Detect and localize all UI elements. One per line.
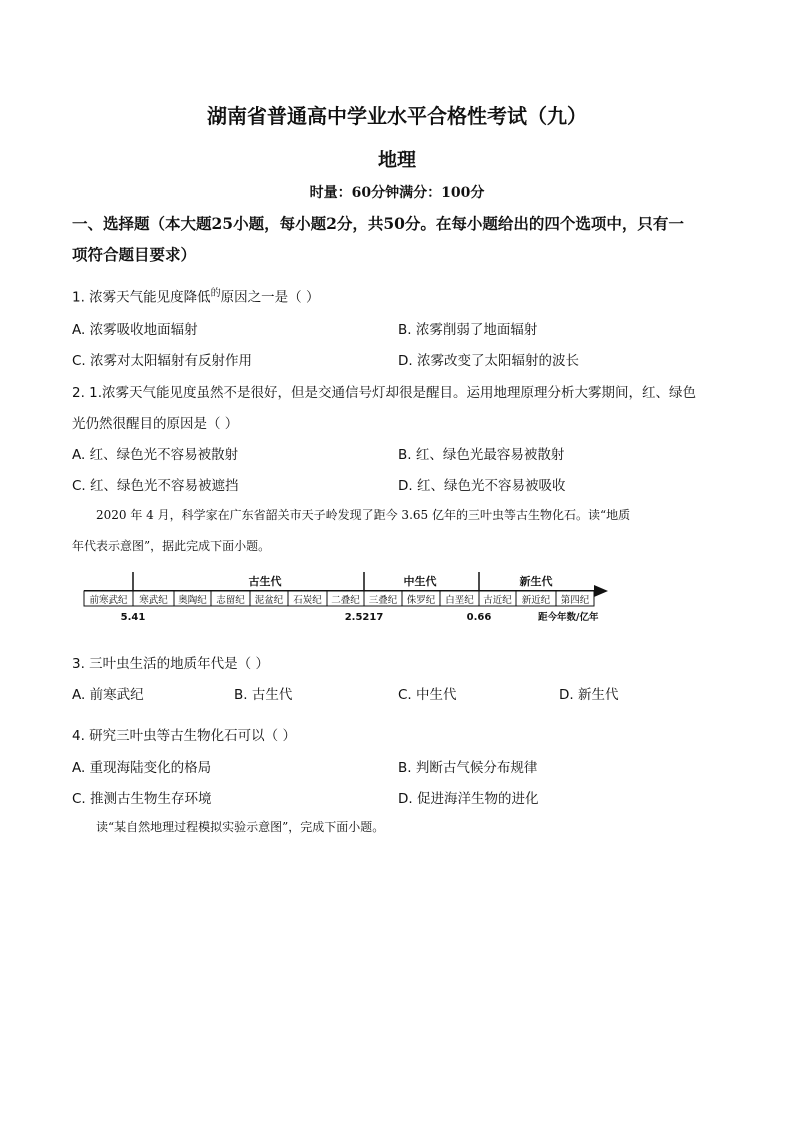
question-1-stem <box>72 284 319 306</box>
material-1-line2: 年代表示意图”，据此完成下面小题。 <box>72 539 271 553</box>
question-4-option-b: B. 判断古气候分布规律 <box>398 760 538 776</box>
question-2-option-d: D. 红、绿色光不容易被吸收 <box>398 478 566 494</box>
section-heading-line2: 项符合题目要求） <box>72 245 197 264</box>
question-4-stem: 4. 研究三叶虫等古生物化石可以（ ） <box>72 728 296 744</box>
question-2-option-c: C. 红、绿色光不容易被遮挡 <box>72 478 239 494</box>
question-1-option-c: C. 浓雾对太阳辐射有反射作用 <box>72 353 253 369</box>
period-label: 奥陶纪 <box>178 595 207 606</box>
time-info: 时量：60分钟满分：100分 <box>309 185 485 201</box>
period-label: 二叠纪 <box>331 595 360 606</box>
period-label: 古近纪 <box>483 595 512 606</box>
question-1-stem-mark: 的 <box>210 288 221 299</box>
period-label: 石炭纪 <box>293 595 322 606</box>
period-label: 三叠纪 <box>368 595 398 606</box>
period-label: 白垩纪 <box>445 595 474 606</box>
material-2-line1: 读“某自然地理过程模拟实验示意图”，完成下面小题。 <box>96 820 385 834</box>
question-1-stem-part2: 原因之一是（ ） <box>220 289 320 306</box>
question-2-stem-line1: 2. 1.浓雾天气能见度虽然不是很好，但是交通信号灯却很是醒目。运用地理原理分析大雾期间，红、绿色 <box>72 385 697 401</box>
question-3-option-a: A. 前寒武纪 <box>72 687 144 703</box>
question-1-option-d: D. 浓雾改变了太阳辐射的波长 <box>398 353 579 369</box>
age-label-541: 5.41 <box>120 612 146 623</box>
question-4-option-c: C. 推测古生物生存环境 <box>72 791 212 807</box>
geologic-timeline <box>70 564 620 630</box>
axis-unit-label: 距今年数/亿年 <box>538 612 599 623</box>
period-label: 志留纪 <box>216 595 245 606</box>
question-1-stem-part1: 1. 浓雾天气能见度降低 <box>72 289 211 306</box>
question-4-option-a: A. 重现海陆变化的格局 <box>72 760 212 776</box>
period-label: 侏罗纪 <box>406 595 436 606</box>
era-label-paleozoic: 古生代 <box>248 575 282 588</box>
material-1-line1: 2020 年 4 月，科学家在广东省韶关市天子岭发现了距今 3.65 亿年的三叶虫等古生物化石。读“地质 <box>96 508 631 522</box>
question-1-option-a: A. 浓雾吸收地面辐射 <box>72 322 198 338</box>
period-label: 第四纪 <box>560 595 590 606</box>
question-3-option-c: C. 中生代 <box>398 687 457 703</box>
question-3-option-d: D. 新生代 <box>559 687 619 703</box>
subject-title: 地理 <box>377 149 416 171</box>
question-4-option-d: D. 促进海洋生物的进化 <box>398 791 539 807</box>
age-label-25217: 2.5217 <box>344 612 384 623</box>
period-label: 寒武纪 <box>139 595 168 606</box>
era-label-cenozoic: 新生代 <box>519 575 553 588</box>
question-3-option-b: B. 古生代 <box>234 687 293 703</box>
exam-title: 湖南省普通高中学业水平合格性考试（九） <box>207 104 587 128</box>
question-3-stem: 3. 三叶虫生活的地质年代是（ ） <box>72 656 269 672</box>
period-boxes <box>84 591 594 606</box>
age-label-066: 0.66 <box>466 612 492 623</box>
question-2-option-b: B. 红、绿色光最容易被散射 <box>398 447 565 463</box>
period-label: 新近纪 <box>521 595 551 606</box>
question-2-option-a: A. 红、绿色光不容易被散射 <box>72 447 239 463</box>
question-2-stem-line2: 光仍然很醒目的原因是（ ） <box>72 416 239 432</box>
question-1-option-b: B. 浓雾削弱了地面辐射 <box>398 322 538 338</box>
section-heading-line1: 一、选择题（本大题25小题，每小题2分，共50分。在每小题给出的四个选项中，只有一 <box>72 214 684 233</box>
period-label: 泥盆纪 <box>254 595 284 606</box>
timeline-arrow-icon <box>594 585 608 597</box>
era-label-mesozoic: 中生代 <box>403 575 437 588</box>
period-label: 前寒武纪 <box>89 595 128 606</box>
